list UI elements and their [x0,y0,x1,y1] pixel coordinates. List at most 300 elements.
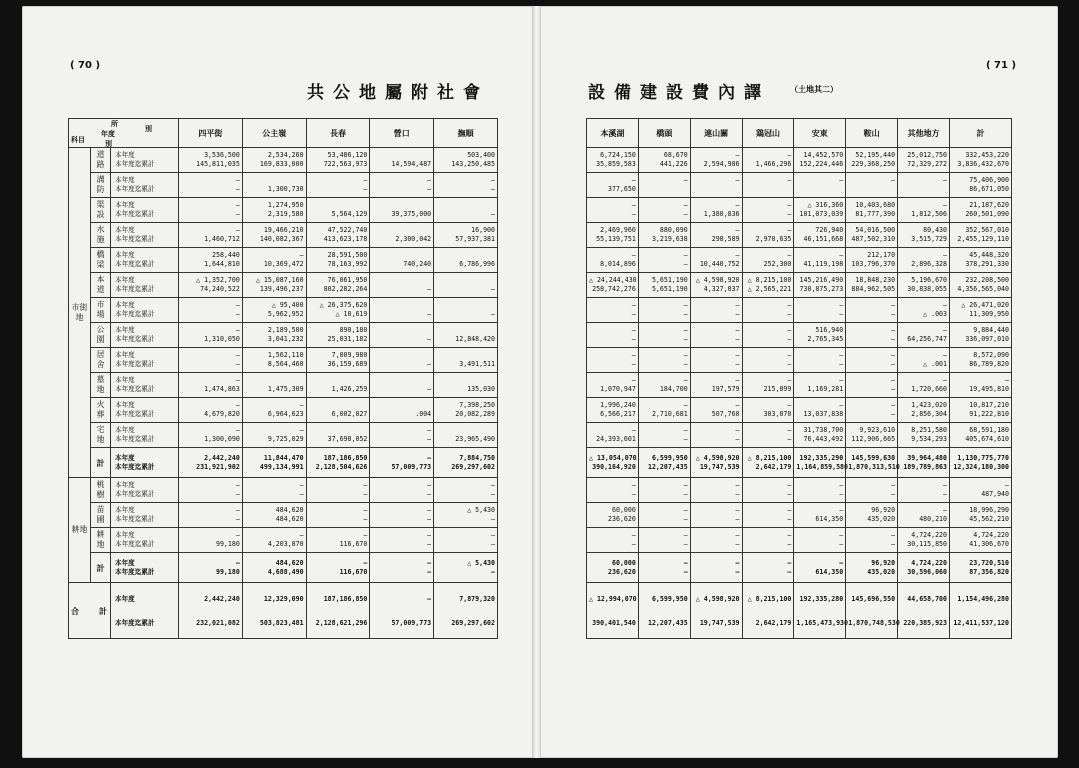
right-expenditure-table [586,118,1012,639]
table-row [587,348,1012,373]
value-cell: 28,591,500 78,163,992 [306,248,370,273]
value-cell: — 507,760 [690,398,742,423]
value-cell: 7,398,250 20,082,289 [434,398,498,423]
value-cell: — [434,298,498,323]
value-cell: 7,009,980 36,159,689 [306,348,370,373]
table-row [69,198,498,223]
value-cell: — — [846,323,898,348]
table-row [69,248,498,273]
table-row [587,273,1012,298]
category-cell: 市街地 [69,148,91,478]
value-cell: — [898,173,950,198]
value-cell: — — [742,553,794,583]
value-cell: 18,996,290 45,562,210 [950,503,1012,528]
value-cell: — — [179,298,243,323]
value-cell: — — [370,423,434,448]
col-header: 公主嶺 [242,119,306,148]
table-row [587,323,1012,348]
value-cell: 135,030 [434,373,498,398]
value-cell: — 99,180 [179,528,243,553]
value-cell: — — [742,323,794,348]
value-cell: — — [742,298,794,323]
value-cell: 1,996,240 6,566,217 [587,398,639,423]
value-cell: 726,940 46,151,668 [794,223,846,248]
value-cell: — 10,440,752 [690,248,742,273]
value-cell: 187,186,850 2,128,621,296 [306,583,370,639]
value-cell: — — [794,298,846,323]
value-cell: — — [742,503,794,528]
value-cell: — [434,273,498,298]
value-cell: 352,567,010 2,455,129,110 [950,223,1012,248]
value-cell: 1,423,020 2,856,304 [898,398,950,423]
value-cell: — 4,679,820 [179,398,243,423]
period-label: 本年度 本年度迄累計 [111,323,179,348]
value-cell: — [846,173,898,198]
value-cell: 18,848,230 884,962,505 [846,273,898,298]
value-cell: 23,720,510 87,356,820 [950,553,1012,583]
value-cell: 187,186,850 2,128,504,626 [306,448,370,478]
value-cell: — 1,720,660 [898,373,950,398]
item-cell: 耕地 [91,528,111,553]
value-cell: — — [587,348,639,373]
table-row [587,248,1012,273]
value-cell: 60,000 236,620 [587,553,639,583]
value-cell: 145,216,490 730,875,273 [794,273,846,298]
value-cell: — 2,710,681 [638,398,690,423]
value-cell: △ 316,360 101,073,039 [794,198,846,223]
value-cell: 1,130,775,770 12,324,180,300 [950,448,1012,478]
value-cell: — 116,670 [306,553,370,583]
table-row [69,223,498,248]
value-cell: △ 4,598,920 4,327,037 [690,273,742,298]
value-cell: — — [846,348,898,373]
value-cell: — 57,009,773 [370,583,434,639]
table-row [587,478,1012,503]
value-cell: — [370,373,434,398]
period-label: 本年度 本年度迄累計 [111,423,179,448]
value-cell: — — [638,348,690,373]
value-cell: 31,738,700 76,443,492 [794,423,846,448]
page-title-right: 設備建設費內譯 [588,83,770,103]
value-cell: — △ .003 [898,298,950,323]
value-cell: — — [179,173,243,198]
item-cell: 火葬 [91,398,111,423]
value-cell: — [370,298,434,323]
item-cell: 橋梁 [91,248,111,273]
table-row [587,298,1012,323]
value-cell: — 57,009,773 [370,448,434,478]
value-cell: 12,848,420 [434,323,498,348]
value-cell: 332,453,220 3,836,432,670 [950,148,1012,173]
value-cell: 5,651,190 5,651,190 [638,273,690,298]
value-cell: — 614,350 [794,503,846,528]
grand-total-row [69,583,498,639]
value-cell: — — [306,173,370,198]
value-cell: △ 8,215,100 2,642,179 [742,448,794,478]
value-cell: 19,466,210 140,082,367 [242,223,306,248]
value-cell: — 1,169,281 [794,373,846,398]
value-cell: — 487,940 [950,478,1012,503]
value-cell: 2,442,240 231,921,902 [179,448,243,478]
table-row [69,273,498,298]
value-cell: — — [846,298,898,323]
value-cell: — 1,474,863 [179,373,243,398]
value-cell: — 197,579 [690,373,742,398]
page-subtitle-right: （土地其二） [790,84,838,94]
value-cell: 96,920 435,020 [846,553,898,583]
value-cell: 145,599,630 1,870,313,510 [846,448,898,478]
item-cell: 本道 [91,273,111,298]
table-row [587,173,1012,198]
value-cell: — [434,198,498,223]
value-cell: — — [690,503,742,528]
value-cell: 16,900 57,937,381 [434,223,498,248]
value-cell: — 41,119,198 [794,248,846,273]
value-cell: 6,599,950 12,207,435 [638,448,690,478]
value-cell: — 10,369,472 [242,248,306,273]
table-row [69,478,498,503]
col-header: 四平街 [179,119,243,148]
value-cell: — [370,348,434,373]
value-cell: 23,965,490 [434,423,498,448]
value-cell: 4,724,220 30,596,060 [898,553,950,583]
value-cell: — — [587,198,639,223]
value-cell: — — [690,348,742,373]
value-cell: — — [370,478,434,503]
value-cell: △ 26,375,620 △ 10,619 [306,298,370,323]
value-cell: — — [742,348,794,373]
value-cell: △ 4,598,920 19,747,539 [690,448,742,478]
value-cell: △ 5,430 — [434,553,498,583]
col-header: 鶏冠山 [742,119,794,148]
value-cell: 1,426,259 [306,373,370,398]
value-cell: △ 8,215,100 2,642,179 [742,583,794,639]
value-cell: 212,170 103,796,370 [846,248,898,273]
value-cell: 7,884,750 269,297,602 [434,448,498,478]
period-label: 本年度 本年度迄累計 [111,528,179,553]
value-cell: 4,724,220 30,115,850 [898,528,950,553]
value-cell: 9,923,610 112,906,665 [846,423,898,448]
value-cell: — — [638,198,690,223]
value-cell: — 1,380,836 [690,198,742,223]
table-row [69,503,498,528]
value-cell: 21,187,620 260,501,090 [950,198,1012,223]
value-cell: 2,469,960 55,139,751 [587,223,639,248]
value-cell: 39,375,000 [370,198,434,223]
value-cell: — — [587,528,639,553]
value-cell: 1,154,496,280 12,411,537,120 [950,583,1012,639]
period-label: 本年度 本年度迄累計 [111,478,179,503]
value-cell: — — [179,503,243,528]
subtotal-label: 計 [91,448,111,478]
value-cell: 68,591,180 405,674,610 [950,423,1012,448]
value-cell: — 99,180 [179,553,243,583]
value-cell: — — [242,478,306,503]
table-row [587,503,1012,528]
value-cell: — 24,393,601 [587,423,639,448]
page-title-left: 共公地屬附社會 [307,83,489,103]
value-cell: — — [690,423,742,448]
page-number-right: ( 71 ) [986,60,1017,71]
value-cell: 76,061,950 802,282,264 [306,273,370,298]
item-cell: 溝防 [91,173,111,198]
table-row [69,423,498,448]
value-cell: △ 4,598,920 19,747,539 [690,583,742,639]
value-cell: 37,698,052 [306,423,370,448]
col-header: 營口 [370,119,434,148]
value-cell: — 2,594,986 [690,148,742,173]
value-cell: — — [370,173,434,198]
table-row [587,223,1012,248]
value-cell: — 2,896,328 [898,248,950,273]
value-cell: — — [794,528,846,553]
value-cell: — — [638,323,690,348]
value-cell: — 377,650 [587,173,639,198]
value-cell: △ 13,054,070 390,164,920 [587,448,639,478]
value-cell: 14,594,487 [370,148,434,173]
subtotal-label: 計 [91,553,111,583]
total-row [587,583,1012,639]
value-cell: △ 12,994,070 390,401,540 [587,583,639,639]
value-cell: — — [742,423,794,448]
value-cell: △ 1,352,700 74,240,522 [179,273,243,298]
value-cell: 12,329,090 503,823,481 [242,583,306,639]
value-cell: — — [370,553,434,583]
value-cell: — 1,310,050 [179,323,243,348]
value-cell: △ 26,471,020 11,309,950 [950,298,1012,323]
value-cell: — — [638,298,690,323]
col-header: 連山關 [690,119,742,148]
value-cell: — — [638,528,690,553]
grand-total-label: 合計 [69,583,111,639]
item-cell: 墓地 [91,373,111,398]
value-cell: 503,400 143,250,485 [434,148,498,173]
value-cell: — — [306,478,370,503]
value-cell: — 614,350 [794,553,846,583]
value-cell: 258,440 1,644,810 [179,248,243,273]
value-cell: — — [846,528,898,553]
value-cell: — — [638,478,690,503]
value-cell: 75,406,900 86,671,050 [950,173,1012,198]
col-header: 其他地方 [898,119,950,148]
item-cell: 渠設 [91,198,111,223]
value-cell: — — [690,323,742,348]
value-cell: — — [638,503,690,528]
value-cell: — — [690,553,742,583]
value-cell: 516,940 2,765,345 [794,323,846,348]
table-row [69,398,498,423]
header-corner: 所 別 年度 科目 別 [69,119,179,148]
value-cell: — 6,964,623 [242,398,306,423]
value-cell: — 4,203,870 [242,528,306,553]
col-header: 橋頭 [638,119,690,148]
item-cell: 水施 [91,223,111,248]
value-cell: — 215,099 [742,373,794,398]
value-cell: 6,599,950 12,207,435 [638,583,690,639]
right-page [540,6,1058,758]
value-cell: 6,724,150 35,859,583 [587,148,639,173]
period-label: 本年度 本年度迄累計 [111,223,179,248]
period-label: 本年度 本年度迄累計 [111,373,179,398]
value-cell: 484,620 4,688,490 [242,553,306,583]
value-cell: — — [638,248,690,273]
value-cell: — 9,725,029 [242,423,306,448]
period-label: 本年度 本年度迄累計 [111,553,179,583]
value-cell: — △ .001 [898,348,950,373]
value-cell: 8,251,580 9,534,293 [898,423,950,448]
item-cell: 居舍 [91,348,111,373]
table-row [69,173,498,198]
value-cell: — 1,300,090 [179,423,243,448]
item-cell: 桃樹 [91,478,111,503]
period-label: 本年度 本年度迄累計 [111,448,179,478]
value-cell: 890,180 25,031,182 [306,323,370,348]
value-cell: — 1,460,712 [179,223,243,248]
subtotal-row [69,553,498,583]
table-row [587,373,1012,398]
left-page [22,6,534,758]
value-cell: 96,920 435,020 [846,503,898,528]
value-cell: — [690,173,742,198]
value-cell: — — [434,478,498,503]
value-cell: 7,879,320 269,297,602 [434,583,498,639]
value-cell: — — [846,398,898,423]
value-cell: 44,658,700 220,385,923 [898,583,950,639]
period-label: 本年度 本年度迄累計 [111,298,179,323]
col-header: 計 [950,119,1012,148]
value-cell: — — [690,298,742,323]
value-cell: — — [179,198,243,223]
table-row [587,148,1012,173]
value-cell: △ 24,244,430 258,742,276 [587,273,639,298]
value-cell: 14,452,570 152,224,446 [794,148,846,173]
value-cell: — — [434,528,498,553]
value-cell: 484,620 484,620 [242,503,306,528]
table-row [69,323,498,348]
period-label: 本年度 本年度迄累計 [111,503,179,528]
value-cell: 5,564,129 [306,198,370,223]
value-cell: — — [587,298,639,323]
value-cell: — — [742,198,794,223]
value-cell: 53,486,120 722,563,973 [306,148,370,173]
value-cell: 60,000 236,620 [587,503,639,528]
value-cell: — 19,495,810 [950,373,1012,398]
item-cell: 道路 [91,148,111,173]
table-row [69,528,498,553]
period-label: 本年度 本年度迄累計 [111,583,179,639]
value-cell: — — [306,503,370,528]
period-label: 本年度 本年度迄累計 [111,248,179,273]
value-cell: 1,300,730 [242,173,306,198]
value-cell: 880,090 3,219,638 [638,223,690,248]
value-cell: 192,335,290 1,164,859,580 [794,448,846,478]
value-cell: 3,536,500 145,811,035 [179,148,243,173]
value-cell: — 252,300 [742,248,794,273]
table-row [587,423,1012,448]
value-cell: — [794,173,846,198]
value-cell: 10,403,680 81,777,390 [846,198,898,223]
value-cell: 2,189,500 3,041,232 [242,323,306,348]
value-cell: 2,534,260 169,833,000 [242,148,306,173]
value-cell: .004 [370,398,434,423]
value-cell: — — [742,478,794,503]
item-cell: 苗圃 [91,503,111,528]
value-cell: — 480,210 [898,503,950,528]
value-cell: — — [370,528,434,553]
value-cell: 4,724,220 41,306,670 [950,528,1012,553]
value-cell: — 116,670 [306,528,370,553]
value-cell: — — [434,173,498,198]
value-cell: 740,240 [370,248,434,273]
page-number-left: ( 70 ) [70,60,101,71]
subtotal-row [69,448,498,478]
value-cell: 54,016,500 487,502,310 [846,223,898,248]
value-cell: 47,522,740 413,623,178 [306,223,370,248]
value-cell: — — [794,478,846,503]
value-cell: — — [742,528,794,553]
value-cell: 2,300,042 [370,223,434,248]
value-cell: 45,448,320 378,291,330 [950,248,1012,273]
period-label: 本年度 本年度迄累計 [111,198,179,223]
value-cell: — — [179,478,243,503]
value-cell: 3,491,511 [434,348,498,373]
value-cell: — — [690,478,742,503]
value-cell: — — [846,478,898,503]
value-cell: 8,572,090 86,789,820 [950,348,1012,373]
period-label: 本年度 本年度迄累計 [111,398,179,423]
value-cell: 80,430 3,515,729 [898,223,950,248]
period-label: 本年度 本年度迄累計 [111,173,179,198]
value-cell: 2,442,240 232,021,082 [179,583,243,639]
value-cell: △ 5,430 — [434,503,498,528]
value-cell: 39,964,480 189,789,863 [898,448,950,478]
value-cell: — [370,323,434,348]
table-row [587,528,1012,553]
table-row [69,348,498,373]
col-header: 長春 [306,119,370,148]
value-cell: — — [794,348,846,373]
table-row [69,373,498,398]
period-label: 本年度 本年度迄累計 [111,148,179,173]
value-cell: — — [690,528,742,553]
value-cell: △ 15,087,160 139,496,237 [242,273,306,298]
value-cell: 52,195,440 229,368,250 [846,148,898,173]
category-cell: 耕地 [69,478,91,583]
col-header: 撫順 [434,119,498,148]
value-cell: — 1,812,506 [898,198,950,223]
value-cell: — — [587,478,639,503]
value-cell: 1,562,110 8,564,460 [242,348,306,373]
value-cell: 1,475,309 [242,373,306,398]
value-cell: — 1,070,947 [587,373,639,398]
value-cell: — — [638,553,690,583]
col-header: 安東 [794,119,846,148]
table-row [587,398,1012,423]
value-cell: — 1,466,296 [742,148,794,173]
value-cell: 10,817,210 91,222,810 [950,398,1012,423]
table-row [69,298,498,323]
value-cell: — — [370,503,434,528]
value-cell: 1,274,950 2,319,580 [242,198,306,223]
value-cell: — 2,970,635 [742,223,794,248]
col-header: 鞍山 [846,119,898,148]
value-cell: 68,670 441,226 [638,148,690,173]
item-cell: 宅地 [91,423,111,448]
value-cell: — [370,273,434,298]
value-cell: — — [587,323,639,348]
item-cell: 市場 [91,298,111,323]
value-cell: — 64,256,747 [898,323,950,348]
